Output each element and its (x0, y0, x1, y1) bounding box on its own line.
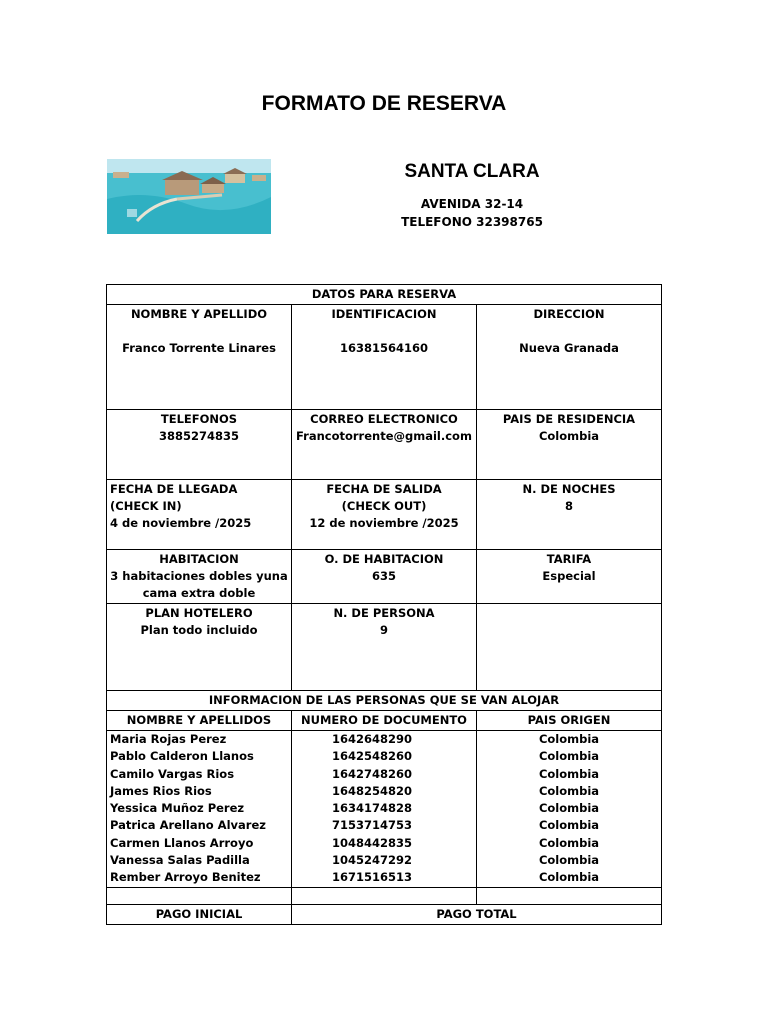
guests-header-documento: NUMERO DE DOCUMENTO (292, 711, 477, 731)
pago-inicial-label: PAGO INICIAL (107, 904, 292, 924)
numero-personas-label: N. DE PERSONA (333, 606, 435, 620)
hotel-name: SANTA CLARA (404, 161, 540, 182)
pago-total-label: PAGO TOTAL (292, 904, 662, 924)
guests-list (107, 731, 662, 888)
fecha-salida-value: 12 de noviembre /2025 (309, 516, 459, 530)
guests-header-nombre: NOMBRE Y APELLIDOS (107, 711, 292, 731)
reservation-form (106, 284, 662, 925)
numero-habitacion-label: O. DE HABITACION (324, 552, 444, 566)
guests-names-column (107, 731, 292, 888)
check-out-label: (CHECK OUT) (341, 499, 427, 513)
guest-document: 1642748260 (332, 766, 413, 781)
fecha-salida-label: FECHA DE SALIDA (326, 482, 442, 496)
guest-country: Colombia (538, 835, 600, 850)
guest-document: 1634174828 (332, 801, 413, 816)
guests-documents-column (292, 731, 477, 888)
guest-country: Colombia (538, 818, 600, 833)
guest-name: Rember Arroyo Benitez (110, 870, 261, 885)
habitacion-label: HABITACION (159, 552, 239, 566)
guest-name: James Rios Rios (110, 783, 212, 798)
cell-correo[interactable] (292, 410, 477, 480)
guest-country: Colombia (538, 749, 600, 764)
check-in-label: (CHECK IN) (110, 499, 182, 513)
nombre-value: Franco Torrente Linares (122, 341, 276, 355)
identificacion-value: 16381564160 (339, 341, 429, 355)
tarifa-label: TARIFA (546, 552, 592, 566)
guest-name: Pablo Calderon Llanos (110, 749, 254, 764)
identificacion-label: IDENTIFICACION (331, 307, 437, 321)
guest-name: Maria Rojas Perez (110, 732, 227, 746)
habitacion-value-line2: cama extra doble (142, 586, 256, 600)
guest-document: 1642648290 (332, 732, 413, 746)
guest-country: Colombia (538, 783, 600, 798)
cell-identificacion[interactable] (292, 305, 477, 410)
correo-label: CORREO ELECTRONICO (310, 412, 458, 426)
guest-name: Patrica Arellano Alvarez (110, 818, 266, 833)
direccion-label: DIRECCION (533, 307, 605, 321)
document-title: FORMATO DE RESERVA (261, 92, 507, 115)
guest-country: Colombia (538, 853, 600, 868)
telefonos-value: 3885274835 (158, 429, 240, 443)
noches-label: N. DE NOCHES (522, 482, 616, 496)
direccion-value: Nueva Granada (519, 341, 619, 355)
fecha-llegada-value: 4 de noviembre /2025 (110, 516, 252, 530)
blank-cell[interactable] (477, 887, 662, 904)
guest-country: Colombia (538, 801, 600, 816)
guest-name: Carmen Llanos Arroyo (110, 835, 254, 850)
guest-country: Colombia (538, 766, 600, 781)
guest-country: Colombia (538, 732, 600, 746)
cell-direccion[interactable] (477, 305, 662, 410)
noches-value: 8 (564, 499, 573, 513)
cell-pais-residencia[interactable] (477, 410, 662, 480)
guests-countries-column (477, 731, 662, 888)
guest-document: 1648254820 (332, 783, 413, 798)
habitacion-value-line1: 3 habitaciones dobles yuna (110, 569, 288, 583)
plan-hotelero-value: Plan todo incluido (140, 623, 258, 637)
resort-image (107, 159, 271, 234)
correo-value: Francotorrente@gmail.com (296, 429, 472, 443)
telefonos-label: TELEFONOS (160, 412, 238, 426)
pais-residencia-label: PAIS DE RESIDENCIA (502, 412, 636, 426)
cell-fecha-llegada[interactable] (107, 480, 292, 550)
guest-document: 1642548260 (332, 749, 413, 764)
numero-habitacion-value: 635 (371, 569, 396, 583)
tarifa-value: Especial (542, 569, 596, 583)
guest-name: Yessica Muñoz Perez (110, 801, 245, 816)
cell-noches[interactable] (477, 480, 662, 550)
cell-plan-hotelero[interactable] (107, 604, 292, 691)
nombre-label: NOMBRE Y APELLIDO (130, 307, 268, 321)
blank-cell[interactable] (107, 887, 292, 904)
blank-cell[interactable] (292, 887, 477, 904)
hotel-photo (107, 159, 271, 234)
cell-numero-habitacion[interactable] (292, 550, 477, 604)
cell-fecha-salida[interactable] (292, 480, 477, 550)
fecha-llegada-label: FECHA DE LLEGADA (110, 482, 238, 496)
cell-empty[interactable] (477, 604, 662, 691)
cell-telefonos[interactable] (107, 410, 292, 480)
guest-country: Colombia (538, 870, 600, 885)
section-title-personas: INFORMACION DE LAS PERSONAS QUE SE VAN ALOJAR (107, 691, 662, 711)
cell-numero-personas[interactable] (292, 604, 477, 691)
hotel-address: AVENIDA 32-14 (420, 197, 524, 211)
guest-name: Vanessa Salas Padilla (110, 853, 250, 868)
cell-tarifa[interactable] (477, 550, 662, 604)
guest-name: Camilo Vargas Rios (110, 766, 235, 781)
pais-residencia-value: Colombia (538, 429, 600, 443)
cell-nombre[interactable] (107, 305, 292, 410)
guest-document: 1048442835 (332, 835, 413, 850)
guest-document: 1045247292 (332, 853, 413, 868)
guests-header-pais: PAIS ORIGEN (477, 711, 662, 731)
cell-habitacion[interactable] (107, 550, 292, 604)
section-title-datos: DATOS PARA RESERVA (107, 285, 662, 305)
guest-document: 1671516513 (332, 870, 413, 885)
hotel-phone: TELEFONO 32398765 (401, 215, 543, 229)
plan-hotelero-label: PLAN HOTELERO (145, 606, 253, 620)
guest-document: 7153714753 (332, 818, 413, 833)
numero-personas-value: 9 (379, 623, 388, 637)
